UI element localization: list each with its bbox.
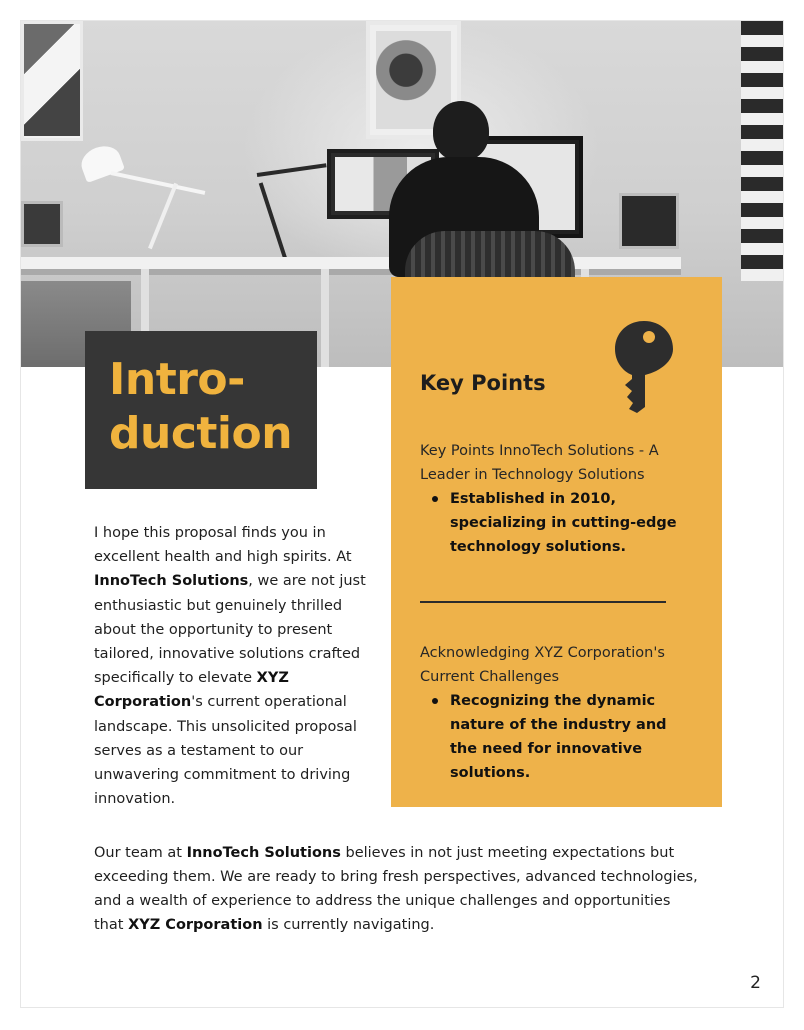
page-title: Intro- duction [109,354,293,459]
intro-text: , we are not just enthusiastic but genuinely thrilled about the opportunity to present tailored, innovative solutions crafted specifically to elevate [94,573,366,687]
key-points-list-2 [420,689,690,785]
page-number: 2 [750,973,761,993]
client-name: XYZ Corporation [94,670,289,711]
team-text: is currently navigating. [262,917,435,933]
team-text: Our team at [94,845,187,861]
photo-person-head [433,101,489,161]
photo-laptop-right [619,193,679,249]
company-name: InnoTech Solutions [186,845,341,861]
team-paragraph [94,841,704,937]
company-name: InnoTech Solutions [94,573,249,590]
divider [420,601,666,603]
key-points-section-1-text: Key Points InnoTech Solutions - A Leader in Technology Solutions [420,443,659,483]
photo-laptop-left [21,201,63,247]
photo-window-blinds [741,21,784,281]
team-text: believes in not just meeting expectations but exceeding them. We are ready to bring fresh perspectives, advanced technologies, and a wealth of experience to address the unique challenges and opportunities that [94,845,698,933]
intro-paragraph [94,521,374,811]
key-points-card [391,277,722,807]
intro-title-box [85,331,317,489]
key-icon [611,319,677,415]
photo-wall-art-left [21,21,83,141]
key-points-heading: Key Points [420,371,546,395]
intro-text: I hope this proposal finds you in excellent health and high spirits. At [94,525,352,566]
photo-lamp-arm [148,183,178,249]
key-points-section-2 [420,641,690,785]
key-points-section-2-text: Acknowledging XYZ Corporation's Current Challenges [420,644,665,685]
photo-lamp-arm [111,171,206,195]
list-item: Recognizing the dynamic nature of the industry and the need for innovative solutions. [430,689,690,785]
photo-desk [21,257,681,269]
key-points-list-1 [420,487,690,559]
client-name: XYZ Corporation [128,917,263,933]
photo-art-left [24,24,80,136]
key-points-section-1 [420,439,690,559]
document-page [20,20,784,1008]
list-item: Established in 2010, specializing in cutting-edge technology solutions. [430,487,690,559]
intro-text: 's current operational landscape. This unsolicited proposal serves as a testament to our unwavering commitment to driving innovation. [94,694,357,808]
photo-desk-leg [321,269,329,367]
